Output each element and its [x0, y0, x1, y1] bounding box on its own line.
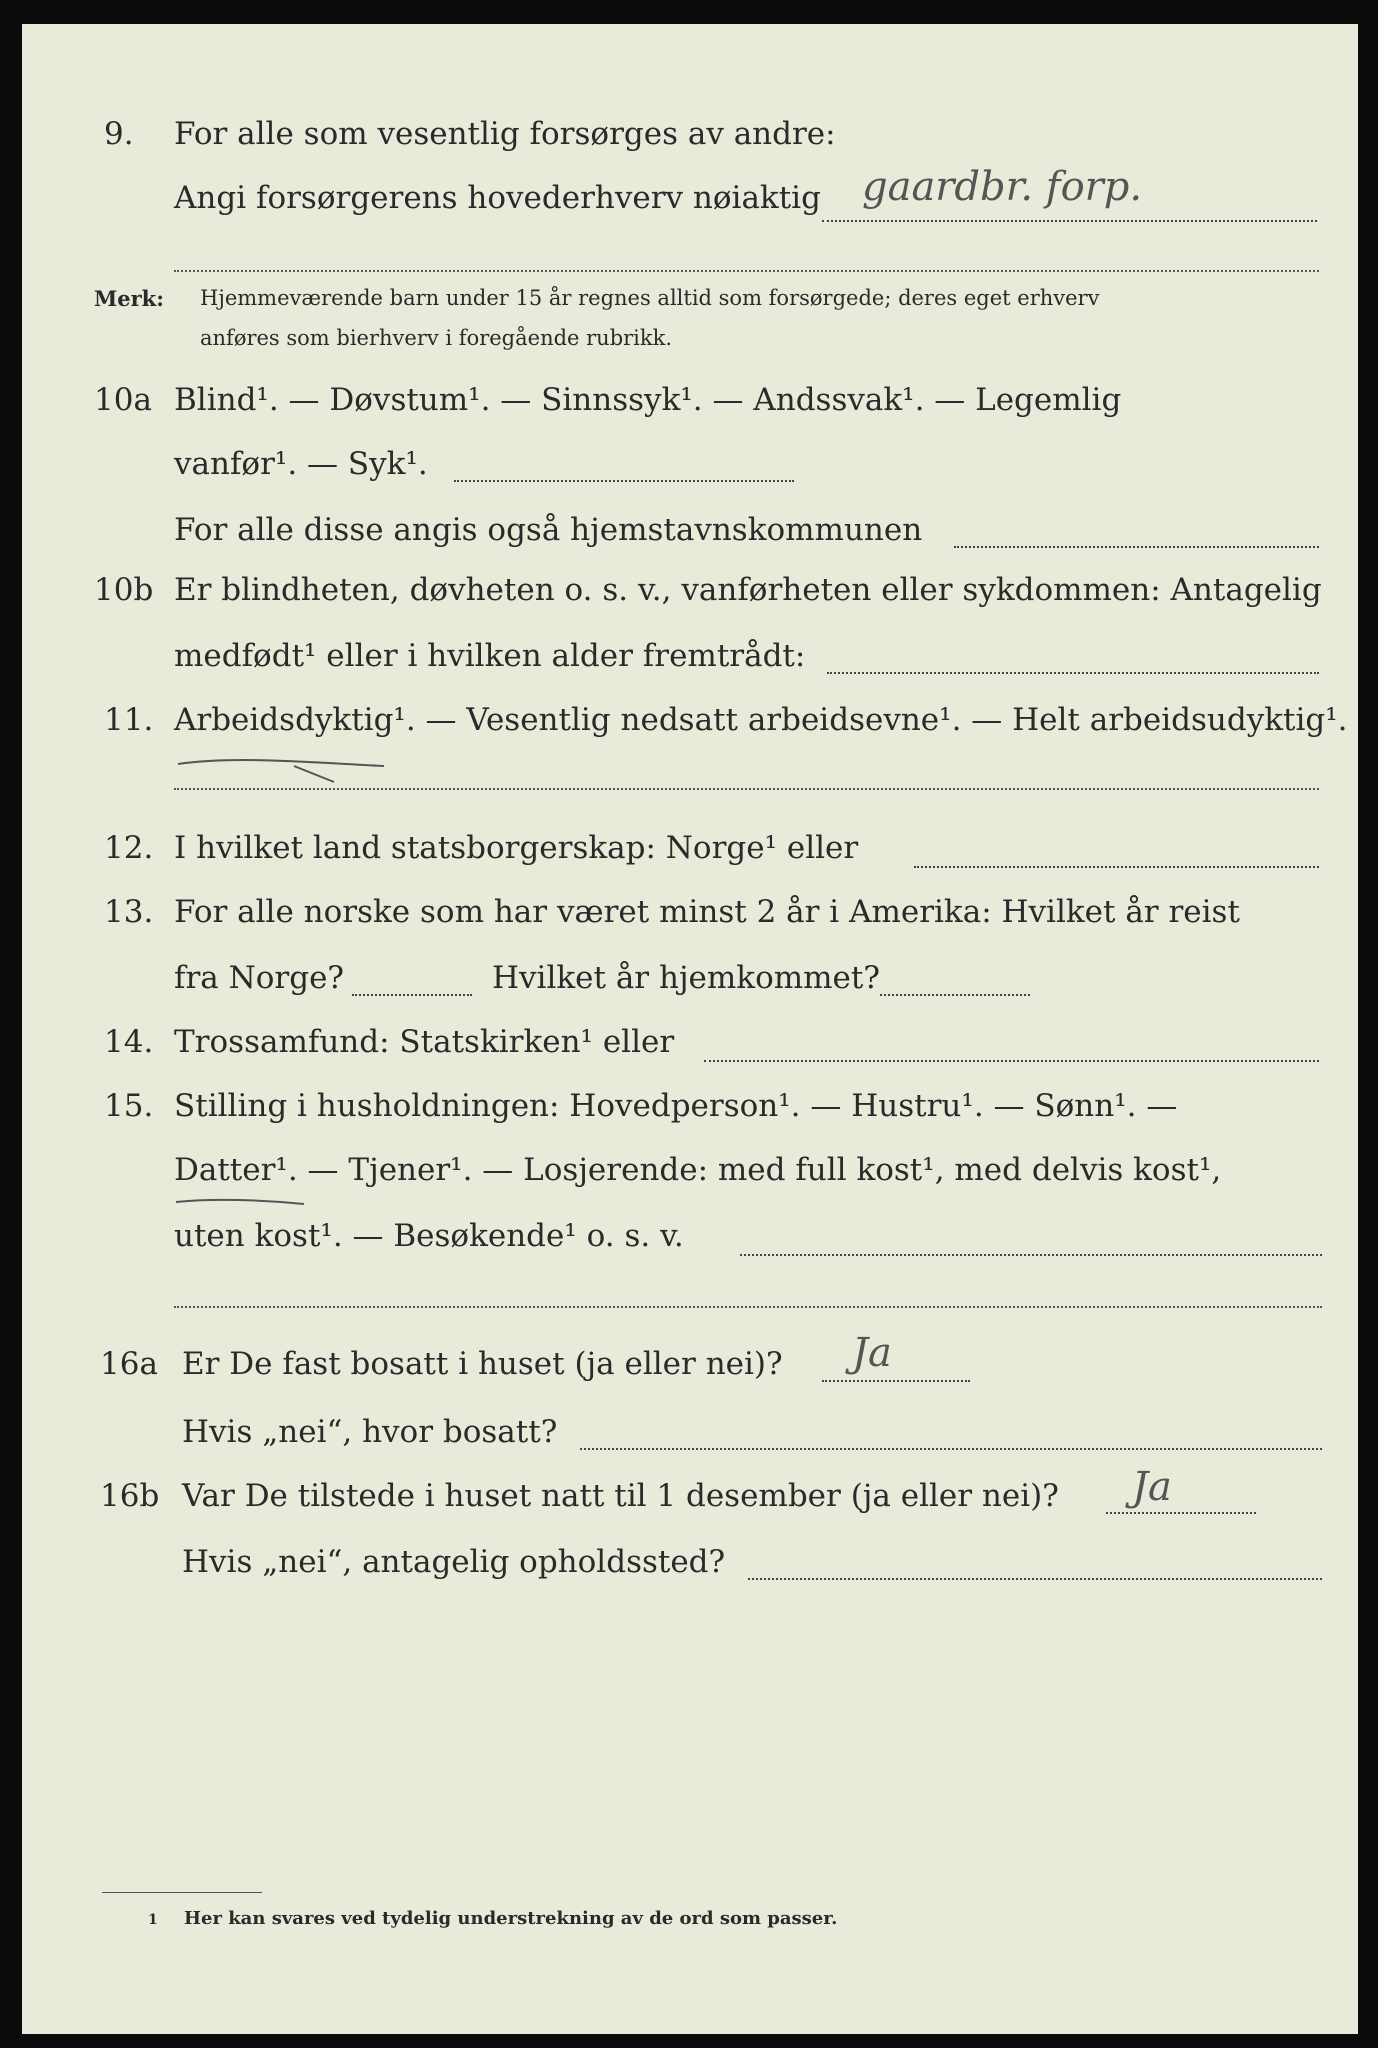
q10a-number: 10a	[94, 382, 152, 418]
q15-separator	[174, 1306, 1322, 1308]
q10b-line1: Er blindheten, døvheten o. s. v., vanførheten eller sykdommen: Antagelig	[174, 572, 1322, 608]
census-form-page	[22, 24, 1358, 2034]
merk-label: Merk:	[94, 286, 164, 311]
q16b-opholdssted-line	[748, 1578, 1322, 1580]
q9-line1: For alle som vesentlig forsørges av andre:	[174, 116, 836, 152]
q16b-handwritten-answer: Ja	[1132, 1464, 1172, 1510]
q9-number: 9.	[104, 116, 134, 152]
q10b-answer-line	[827, 672, 1319, 674]
q12-answer-line	[914, 866, 1319, 868]
q9-answer-line	[822, 220, 1317, 222]
q16a-line1: Er De fast bosatt i huset (ja eller nei)?	[182, 1346, 783, 1382]
q15-line2: Datter¹. — Tjener¹. — Losjerende: med full kost¹, med delvis kost¹,	[174, 1152, 1222, 1188]
q13-line2a: fra Norge?	[174, 960, 345, 996]
q16b-number: 16b	[100, 1478, 160, 1514]
footnote-separator	[102, 1892, 262, 1893]
q13-reist-line	[352, 994, 472, 996]
q14-answer-line	[704, 1060, 1319, 1062]
q15-line3: uten kost¹. — Besøkende¹ o. s. v.	[174, 1218, 684, 1254]
q15-number: 15.	[104, 1088, 154, 1124]
q15-handwritten-underline	[174, 1190, 314, 1214]
q16a-bosatt-line	[580, 1448, 1322, 1450]
q10a-syk-line	[454, 480, 794, 482]
q11-handwritten-underline	[174, 736, 394, 786]
footnote-text: Her kan svares ved tydelig understrekning av de ord som passer.	[184, 1908, 838, 1929]
merk-line2: anføres som bierhverv i foregående rubrikk.	[200, 326, 673, 350]
q12-number: 12.	[104, 830, 154, 866]
q11-line1: Arbeidsdyktig¹. — Vesentlig nedsatt arbeidsevne¹. — Helt arbeidsudyktig¹.	[174, 702, 1348, 738]
q9-separator	[174, 270, 1319, 272]
q11-separator	[174, 788, 1319, 790]
q9-line2: Angi forsørgerens hovederhverv nøiaktig	[174, 180, 821, 216]
q16b-line2: Hvis „nei“, antagelig opholdssted?	[182, 1544, 726, 1580]
q10a-line2: vanfør¹. — Syk¹.	[174, 446, 428, 482]
q16a-answer-line	[822, 1380, 970, 1382]
q13-number: 13.	[104, 894, 154, 930]
q16b-line1: Var De tilstede i huset natt til 1 desember (ja eller nei)?	[182, 1478, 1059, 1514]
q10a-line3: For alle disse angis også hjemstavnskommunen	[174, 512, 923, 548]
footnote-mark: 1	[148, 1912, 158, 1928]
q10a-kommune-line	[954, 546, 1319, 548]
q12-line1: I hvilket land statsborgerskap: Norge¹ eller	[174, 830, 859, 866]
q15-answer-line	[740, 1254, 1322, 1256]
q16b-answer-line	[1106, 1512, 1256, 1514]
q9-handwritten-answer: gaardbr. forp.	[862, 164, 1143, 210]
q10b-line2: medfødt¹ eller i hvilken alder fremtrådt:	[174, 638, 806, 674]
q13-line2b: Hvilket år hjemkommet?	[492, 960, 880, 996]
q13-line1: For alle norske som har været minst 2 år i Amerika: Hvilket år reist	[174, 894, 1240, 930]
merk-line1: Hjemmeværende barn under 15 år regnes alltid som forsørgede; deres eget erhverv	[200, 286, 1100, 310]
q11-number: 11.	[104, 702, 154, 738]
q10a-line1: Blind¹. — Døvstum¹. — Sinnssyk¹. — Andssvak¹. — Legemlig	[174, 382, 1122, 418]
q15-line1: Stilling i husholdningen: Hovedperson¹. — Hustru¹. — Sønn¹. —	[174, 1088, 1178, 1124]
q16a-line2: Hvis „nei“, hvor bosatt?	[182, 1414, 558, 1450]
q13-hjemkommet-line	[880, 994, 1030, 996]
q14-number: 14.	[104, 1024, 154, 1060]
q16a-handwritten-answer: Ja	[852, 1330, 892, 1376]
q10b-number: 10b	[94, 572, 154, 608]
q16a-number: 16a	[100, 1346, 158, 1382]
q14-line1: Trossamfund: Statskirken¹ eller	[174, 1024, 675, 1060]
